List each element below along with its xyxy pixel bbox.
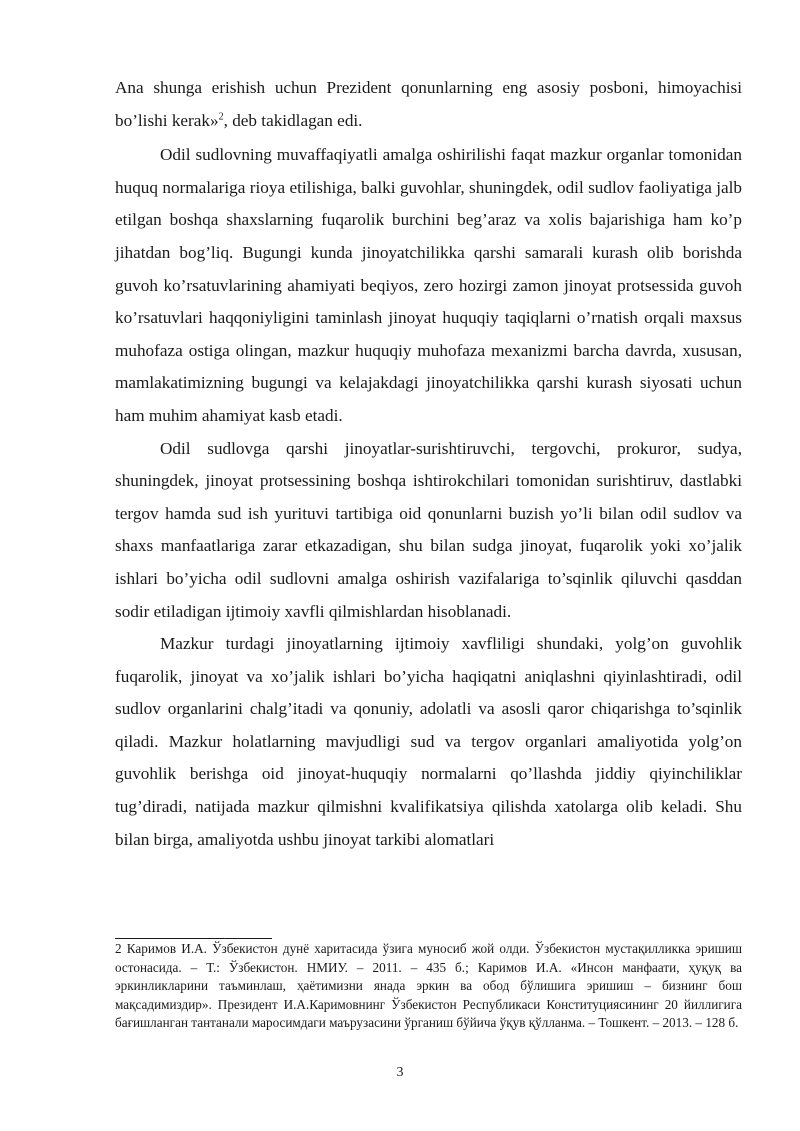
footnote: 2 Каримов И.А. Ўзбекистон дунё харитасида ўзига муносиб жой олди. Ўзбекистон мустақилликка эришиш остонасида. – Т.: Ўзбекистон. НМИУ. – 2011. – 435 б.; Каримов И.А. «Инсон манфаати, ҳуқуқ ва эркинликларини таъминлаш, ҳаётимизни янада эркин ва обод бўлишига эришиш – бизнинг бош мақсадимиздир». Президент И.А.Каримовнинг Ўзбекистон Республикаси Конституциясининг 20 йиллигига бағишланган тантанали маросимдаги маърузасини ўрганиш бўйича ўқув қўлланма. – Тошкент. – 2013. – 128 б. xyxy=(115,941,742,1031)
footnote-separator xyxy=(115,938,272,939)
paragraph-1-text: Ana shunga erishish uchun Prezident qonunlarning eng asosiy posboni, himoyachisi bo’lishi kerak» xyxy=(115,78,742,130)
paragraph-3: Odil sudlovga qarshi jinoyatlar-surishtiruvchi, tergovchi, prokuror, sudya, shuningdek, jinoyat protsessining boshqa ishtirokchilari tomonidan surishtiruv, dastlabki tergov hamda sud ish yurituvi tartibiga oid qonunlarni buzish yo’li bilan odil sudlov va shaxs manfaatlariga zarar etkazadigan, shu bilan sudga jinoyat, fuqarolik yoki xo’jalik ishlari bo’yicha odil sudlovni amalga oshirish vazifalariga to’sqinlik qiluvchi qasddan sodir etiladigan ijtimoiy xavfli qilmishlardan hisoblanadi. xyxy=(115,438,742,621)
page-number: 3 xyxy=(396,1065,404,1080)
paragraph-4: Mazkur turdagi jinoyatlarning ijtimoiy xavfliligi shundaki, yolg’on guvohlik fuqarolik, jinoyat va xo’jalik ishlari bo’yicha haqiqatni aniqlashni qiyinlashtiradi, odil sudlov organlarini chalg’itadi va qonuniy, adolatli va asosli qaror chiqarishga to’sqinlik qiladi. Mazkur holatlarning mavjudligi sud va tergov organlari amaliyotida yolg’on guvohlik berishga oid jinoyat-huquqiy normalarni qo’llashda jiddiy qiyinchiliklar tug’diradi, natijada mazkur qilmishni kvalifikatsiya qilishda xatolarga olib keladi. Shu bilan birga, amaliyotda ushbu jinoyat tarkibi alomatlari xyxy=(115,634,742,849)
body-text xyxy=(115,72,742,856)
paragraph-2: Odil sudlovning muvaffaqiyatli amalga oshirilishi faqat mazkur organlar tomonidan huquq normalariga rioya etilishiga, balki guvohlar, shuningdek, odil sudlov faoliyatiga jalb etilgan boshqa shaxslarning fuqarolik burchini beg’araz va xolis bajarishiga ham ko’p jihatdan bog’liq. Bugungi kunda jinoyatchilikka qarshi samarali kurash olib borishda guvoh ko’rsatuvlarining ahamiyati beqiyos, zero hozirgi zamon jinoyat protsessida guvoh ko’rsatuvlari haqqoniyligini taminlash jinoyat huquqiy taqiqlarni o’rnatish orqali maxsus muhofaza ostiga olingan, mazkur huquqiy muhofaza mexanizmi barcha davrda, xususan, mamlakatimizning bugungi va kelajakdagi jinoyatchilikka qarshi kurash siyosati uchun ham muhim ahamiyat kasb etadi. xyxy=(115,145,742,425)
paragraph-1 xyxy=(115,72,742,137)
footnote-ref: 2 xyxy=(218,110,224,122)
paragraph-1-tail: , deb takidlagan edi. xyxy=(223,110,363,130)
